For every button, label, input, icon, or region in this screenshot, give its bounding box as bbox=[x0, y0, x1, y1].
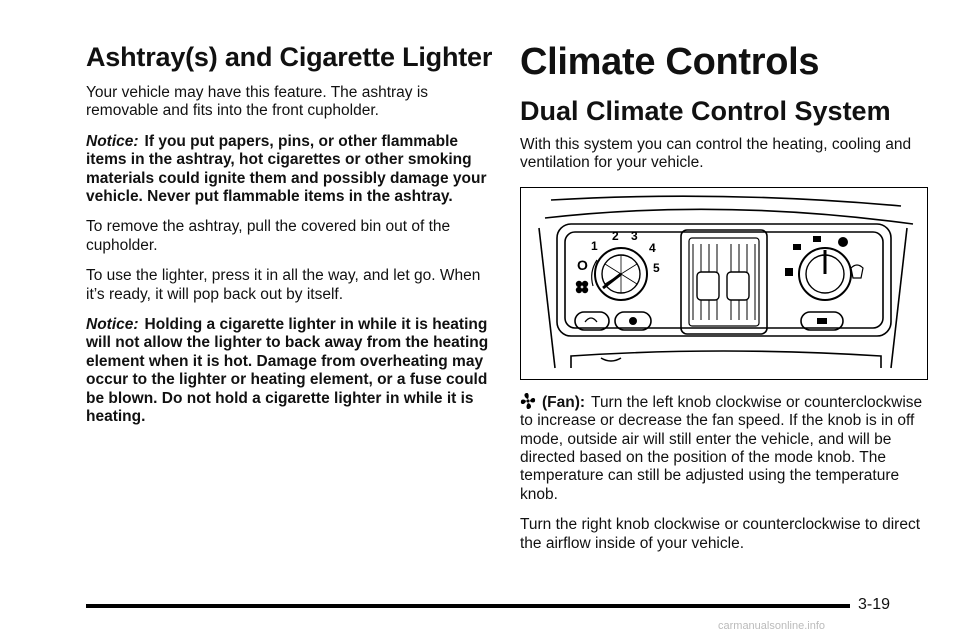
lighter-use-text: To use the lighter, press it in all the way, and let go. When it’s ready, it will pop back out by itself. bbox=[86, 267, 481, 303]
climate-panel-illustration bbox=[521, 188, 927, 379]
notice-text: If you put papers, pins, or other flammable items in the ashtray, hot cigarettes or other smoking materials could ignite them and possibly damage your vehicle. Never put flammable items in the ashtray. bbox=[86, 132, 487, 206]
notice-flammable bbox=[86, 133, 494, 207]
fan-off-label: O bbox=[577, 256, 588, 273]
notice-label: Notice: bbox=[86, 316, 139, 334]
fan-speed-label-5: 5 bbox=[653, 260, 660, 275]
section-heading-dual-climate: Dual Climate Control System bbox=[520, 96, 891, 126]
fan-speed-label-1: 1 bbox=[591, 238, 598, 253]
mode-description: Turn the right knob clockwise or counterclockwise to direct the airflow inside of your vehicle. bbox=[520, 516, 921, 552]
watermark: carmanualsonline.info bbox=[718, 620, 826, 632]
ashtray-remove-text: To remove the ashtray, pull the covered bin out of the cupholder. bbox=[86, 218, 451, 254]
fan-icon bbox=[576, 281, 588, 293]
notice-label: Notice: bbox=[86, 132, 139, 150]
mode-icons bbox=[785, 236, 848, 276]
center-vent bbox=[681, 230, 767, 334]
fan-speed-label-4: 4 bbox=[649, 240, 656, 255]
fan-label: (Fan): bbox=[542, 393, 586, 411]
section-heading-ashtray: Ashtray(s) and Cigarette Lighter bbox=[86, 42, 493, 72]
fan-speed-label-2: 2 bbox=[612, 228, 619, 243]
notice-text: Holding a cigarette lighter in while it is heating will not allow the lighter to back away from the heating element when it is hot. Damage from overheating may occur to the lighter or heating element, or a fuse could be blown. Do not hold a cigarette lighter in while it is heating. bbox=[86, 316, 489, 426]
chapter-heading-climate: Climate Controls bbox=[520, 41, 820, 83]
fan-icon bbox=[520, 392, 536, 410]
footer-rule bbox=[86, 604, 850, 608]
right-column bbox=[520, 40, 930, 565]
defrost-icon bbox=[851, 265, 863, 278]
page-number: 3-19 bbox=[858, 596, 891, 613]
climate-control-panel-figure bbox=[520, 187, 928, 380]
notice-lighter bbox=[86, 316, 494, 426]
ashtray-intro: Your vehicle may have this feature. The ashtray is removable and fits into the front cupholder. bbox=[86, 84, 429, 120]
fan-description bbox=[520, 392, 930, 504]
fan-speed-label-3: 3 bbox=[631, 228, 638, 243]
left-column bbox=[86, 40, 494, 439]
climate-intro: With this system you can control the heating, cooling and ventilation for your vehicle. bbox=[520, 136, 912, 172]
fan-knob bbox=[592, 248, 647, 300]
fan-text: Turn the left knob clockwise or counterclockwise to increase or decrease the fan speed. If the knob is in off mode, outside air will still enter the vehicle, and will be directed based on the position of the mode knob. The temperature can still be adjusted using the temperature knob. bbox=[520, 393, 923, 503]
mode-knob bbox=[799, 248, 851, 300]
